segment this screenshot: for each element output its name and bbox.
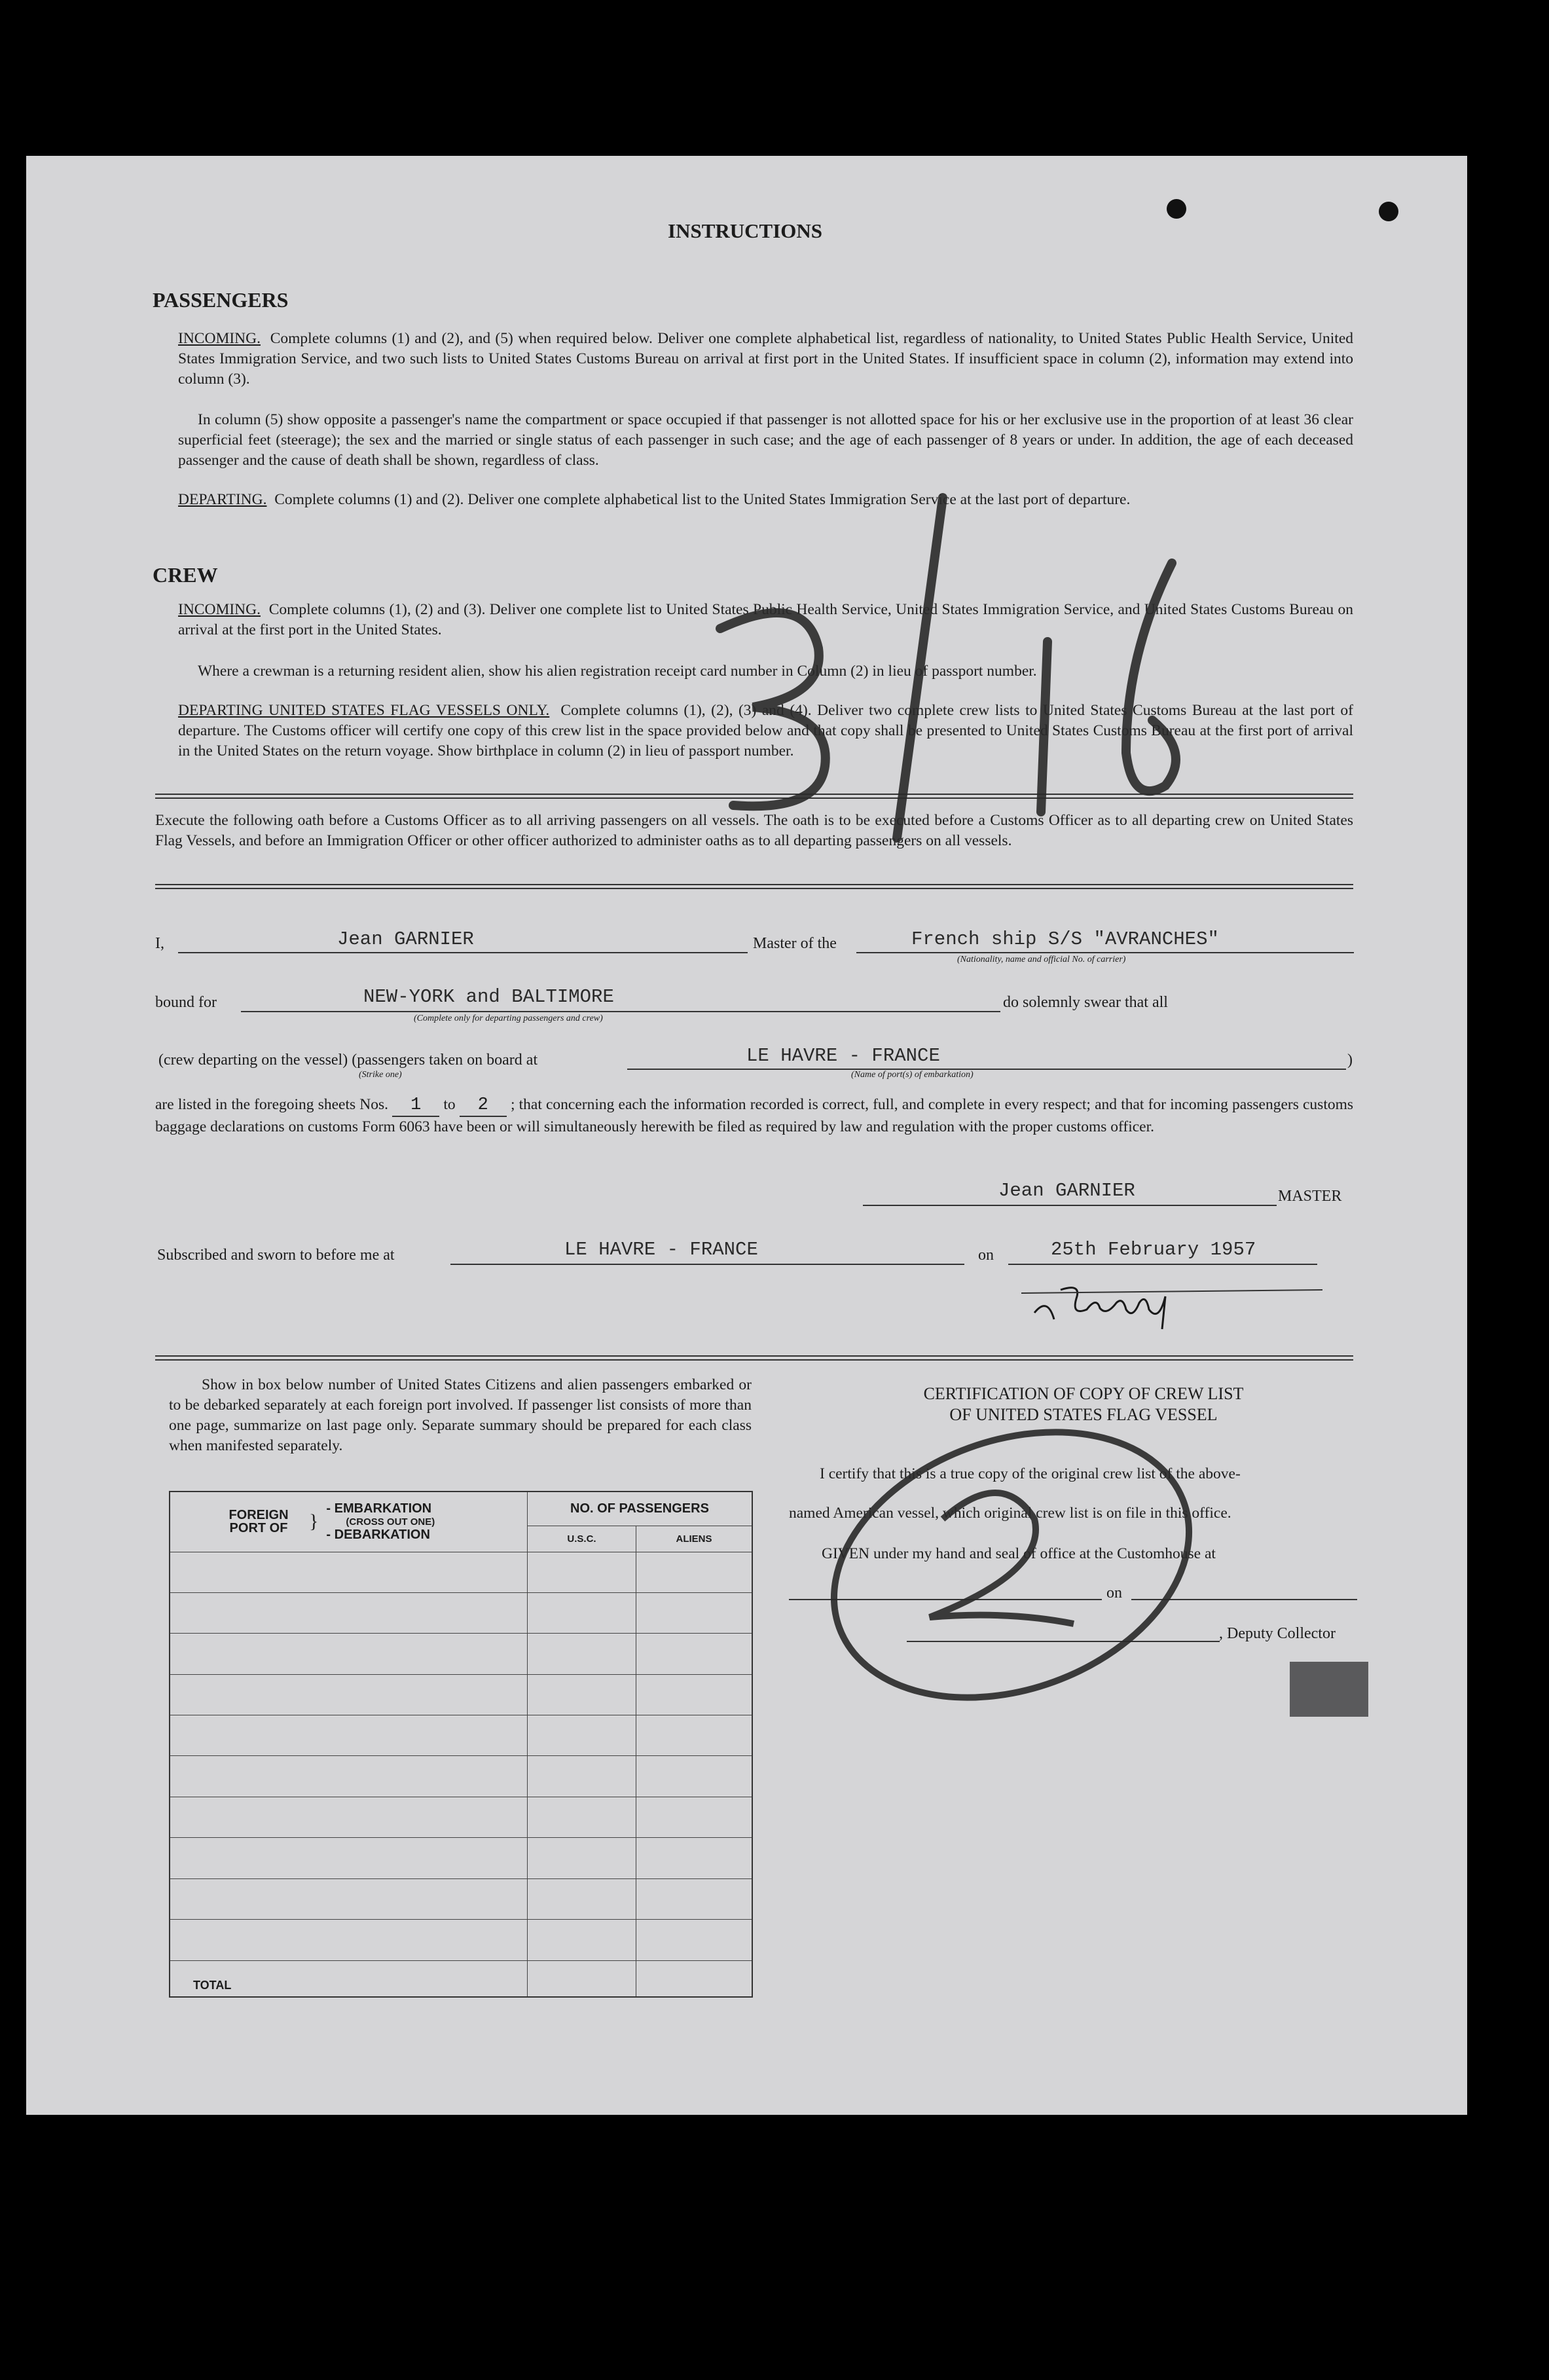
table-row — [170, 1592, 752, 1633]
passengers-incoming — [178, 329, 1353, 390]
punch-hole — [1379, 202, 1398, 221]
passengers-column5: In column (5) show opposite a passenger's name the compartment or space occupied if that passenger is not allotted space for his or her exclusive use in the proportion of at least 36 clear superficial feet (steerage); the sex and the married or single status of each passenger in such case; and the age of each passenger of 8 years or under. In addition, the age of each deceased passenger and the cause of death shall be shown, regardless of class. — [178, 411, 1353, 469]
certification-line-3: GIVEN under my hand and seal of office at the Customhouse at — [822, 1545, 1216, 1562]
foreign-port-header: FOREIGN PORT OF } - EMBARKATION (CROSS OUT ONE) - DEBARKATION — [170, 1492, 528, 1552]
crew-incoming — [178, 600, 1353, 640]
table-row — [170, 1674, 752, 1715]
to-label: to — [443, 1096, 456, 1113]
customhouse-line — [789, 1599, 1102, 1600]
crew-resident: Where a crewman is a returning resident alien, show his alien registration receipt card number in Column (2) in lieu of passport number. — [198, 663, 1037, 680]
crew-heading: CREW — [153, 563, 218, 587]
page-title: INSTRUCTIONS — [668, 219, 823, 242]
embark-caption: (Name of port(s) of embarkation) — [851, 1070, 974, 1080]
close-paren: ) — [1347, 1052, 1353, 1069]
embark-port: LE HAVRE - FRANCE — [746, 1045, 940, 1067]
vessel-name: French ship S/S "AVRANCHES" — [911, 928, 1219, 950]
crew-incoming-text: Complete columns (1), (2) and (3). Deliver one complete list to United States Public Health Service, United States Immigration Service, and United States Customs Bureau on arrival at the first port in the United States. — [178, 601, 1353, 638]
divider — [155, 794, 1353, 799]
table-row — [170, 1920, 752, 1960]
customs-seal — [1290, 1662, 1368, 1717]
table-row — [170, 1756, 752, 1797]
sheet-from: 1 — [392, 1095, 439, 1117]
sworn-place-line — [450, 1264, 964, 1265]
bound-for-value: NEW-YORK and BALTIMORE — [363, 986, 614, 1008]
table-row — [170, 1715, 752, 1756]
crew-incoming-label: INCOMING. — [178, 601, 261, 618]
certification-line-2: named American vessel, which original crew list is on file in this office. — [789, 1505, 1231, 1522]
officer-signature — [1008, 1257, 1362, 1336]
listed-rest: ; that concerning each the information recorded is correct, full, and complete in every respect; and that for incoming passengers customs baggage declarations on customs Form 6063 have been or will simultaneously herewith be filed as required by law and regulation with the proper customs officer. — [155, 1096, 1354, 1135]
deputy-collector-label: , Deputy Collector — [1219, 1625, 1336, 1642]
deputy-line — [907, 1641, 1220, 1642]
incoming-text: Complete columns (1) and (2), and (5) when required below. Deliver one complete alphabetical list, regardless of nationality, to United States Public Health Service, United States Immigration Service, and two such lists to United States Customs Bureau on arrival at first port in the United States. If insufficient space in column (2), information may extend into column (3). — [178, 330, 1354, 388]
passengers-heading: PASSENGERS — [153, 288, 289, 312]
crew-departing-text: Complete columns (1), (2), (3) and (4). Deliver two complete crew lists to United States Customs Bureau at the last port of departure. The Customs officer will certify one copy of this crew list in the space provided below and that copy shall be presented to United States Customs Bureau at the first port of arrival in the United States on the return voyage. Show birthplace in column (2) in lieu of passport number. — [178, 702, 1354, 760]
table-row — [170, 1797, 752, 1837]
sworn-date: 25th February 1957 — [1051, 1239, 1256, 1260]
listed-paragraph — [155, 1095, 1353, 1137]
sheet-to: 2 — [460, 1095, 507, 1117]
table-row — [170, 1552, 752, 1592]
master-name-line — [178, 952, 748, 953]
crew-departing — [178, 701, 1353, 761]
certification-line-1: I certify that this is a true copy of the original crew list of the above- — [820, 1465, 1241, 1482]
subscribed-label: Subscribed and sworn to before me at — [157, 1247, 395, 1264]
cert-on-label: on — [1106, 1584, 1122, 1602]
foreign-port-label: FOREIGN PORT OF — [228, 1508, 289, 1536]
summary-instructions: Show in box below number of United States Citizens and alien passengers embarked or to be debarked separately at each foreign port involved. If passenger list consists of more than one page, summarize on last page only. Separate summary should be prepared for each class when manifested separately. — [169, 1376, 752, 1454]
master-name: Jean GARNIER — [337, 928, 474, 950]
incoming-label: INCOMING. — [178, 330, 261, 347]
swear-label: do solemnly swear that all — [1003, 994, 1168, 1011]
table-row — [170, 1634, 752, 1674]
aliens-header: ALIENS — [636, 1526, 753, 1552]
passengers-count-header: NO. OF PASSENGERS — [528, 1492, 753, 1526]
embark-port-line — [627, 1069, 1346, 1070]
on-label: on — [978, 1247, 994, 1264]
divider — [155, 884, 1353, 889]
oath-intro: Execute the following oath before a Customs Officer as to all arriving passengers on all vessels. The oath is to be executed before a Customs Officer as to all departing crew on United States Flag Vessels, and before an Immigration Officer or other officer authorized to administer oaths as to all departing passengers on all vessels. — [155, 812, 1353, 849]
cert-date-line — [1131, 1599, 1357, 1600]
crew-departing-option: (crew departing on the vessel) (passengers taken on board at — [158, 1052, 538, 1069]
vessel-caption: (Nationality, name and official No. of carrier) — [957, 955, 1126, 964]
punch-hole — [1167, 199, 1186, 219]
certification-title-1: CERTIFICATION OF COPY OF CREW LIST — [923, 1384, 1244, 1403]
oath-i-label: I, — [155, 935, 164, 952]
departing-label: DEPARTING. — [178, 491, 267, 508]
debarkation-label: - DEBARKATION — [326, 1527, 430, 1542]
signature-line — [863, 1205, 1277, 1206]
listed-label: are listed in the foregoing sheets Nos. — [155, 1096, 389, 1113]
bound-for-line — [241, 1011, 1000, 1012]
bound-caption: (Complete only for departing passengers and crew) — [414, 1014, 603, 1023]
passenger-summary-table — [169, 1491, 753, 1998]
departing-text: Complete columns (1) and (2). Deliver one complete alphabetical list to the United States Immigration Service at the last port of departure. — [274, 491, 1131, 508]
passengers-departing — [178, 490, 1353, 510]
table-row — [170, 1878, 752, 1919]
cross-out-label: (CROSS OUT ONE) — [346, 1516, 435, 1528]
usc-header: U.S.C. — [528, 1526, 636, 1552]
strike-caption: (Strike one) — [359, 1070, 402, 1080]
total-label: TOTAL — [170, 1960, 528, 1997]
master-label: MASTER — [1278, 1188, 1342, 1205]
bound-for-label: bound for — [155, 994, 217, 1011]
divider — [155, 1355, 1353, 1361]
certification-title-2: OF UNITED STATES FLAG VESSEL — [949, 1405, 1218, 1424]
sworn-place: LE HAVRE - FRANCE — [564, 1239, 758, 1260]
master-of-label: Master of the — [753, 935, 837, 952]
table-row — [170, 1838, 752, 1878]
embarkation-label: - EMBARKATION — [326, 1501, 432, 1516]
vessel-line — [856, 952, 1354, 953]
crew-departing-label: DEPARTING UNITED STATES FLAG VESSELS ONLY. — [178, 702, 550, 719]
master-signature: Jean GARNIER — [998, 1180, 1135, 1201]
total-row — [170, 1960, 752, 1997]
